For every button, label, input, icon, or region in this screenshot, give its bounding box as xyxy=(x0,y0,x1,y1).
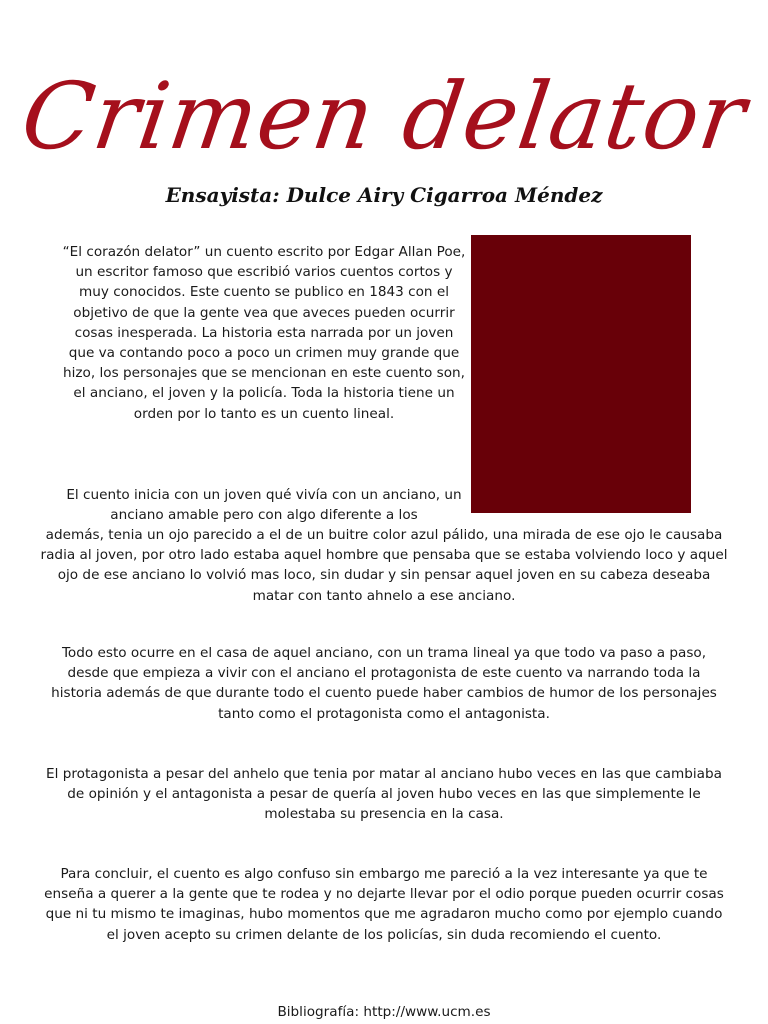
paragraph-conclusion: Para concluir, el cuento es algo confuso sin embargo me pareció a la vez interesante ya que te enseña a querer a la gente que te rodea y no dejarte llevar por el odio porque pueden ocurrir cosas que ni tu mismo te imaginas, hubo momentos que me agradaron mucho como por ejemplo cuando el joven acepto su crimen delante de los policías, sin duda recomiendo el cuento. xyxy=(44,866,724,943)
paragraph-story-continued: además, tenia un ojo parecido a el de un buitre color azul pálido, una mirada de ese ojo le causaba radia al joven, por otro lado estaba aquel hombre que pensaba que se estaba volviendo loco y aquel ojo de ese anciano lo volvió mas loco, sin dudar y sin pensar aquel joven en su cabeza deseaba matar con tanto ahnelo a ese anciano. xyxy=(40,527,728,604)
paragraph-intro: “El corazón delator” un cuento escrito por Edgar Allan Poe, un escritor famoso que escribió varios cuentos cortos y muy conocidos. Este cuento se publico en 1843 con el objetivo de que la gente vea que aveces pueden ocurrir cosas inesperada. La historia esta narrada por un joven que va contando poco a poco un crimen muy grande que hizo, los personajes que se mencionan en este cuento son, el anciano, el joven y la policía. Toda la historia tiene un orden por lo tanto es un cuento lineal. xyxy=(62,244,466,422)
paragraph-characters: El protagonista a pesar del anhelo que tenia por matar al anciano hubo veces en las que cambiaba de opinión y el antagonista a pesar de quería al joven hubo veces en las que simplemente le molestaba su presencia en la casa. xyxy=(46,766,722,823)
paragraph-setting: Todo esto ocurre en el casa de aquel anciano, con un trama lineal ya que todo va paso a paso, desde que empieza a vivir con el anciano el protagonista de este cuento va narrando toda la historia además de que durante todo el cuento puede haber cambios de humor de los personajes tanto como el protagonista como el antagonista. xyxy=(51,645,717,722)
bibliography: Bibliografía: http://www.ucm.es xyxy=(277,1004,491,1020)
page-title: Crimen delator xyxy=(15,63,753,170)
author-line: Ensayista: Dulce Airy Cigarroa Méndez xyxy=(165,183,603,207)
paragraph-story-start: El cuento inicia con un joven qué vivía con un anciano, un anciano amable pero con algo diferente a los xyxy=(66,487,462,524)
image-placeholder-box xyxy=(471,235,691,513)
